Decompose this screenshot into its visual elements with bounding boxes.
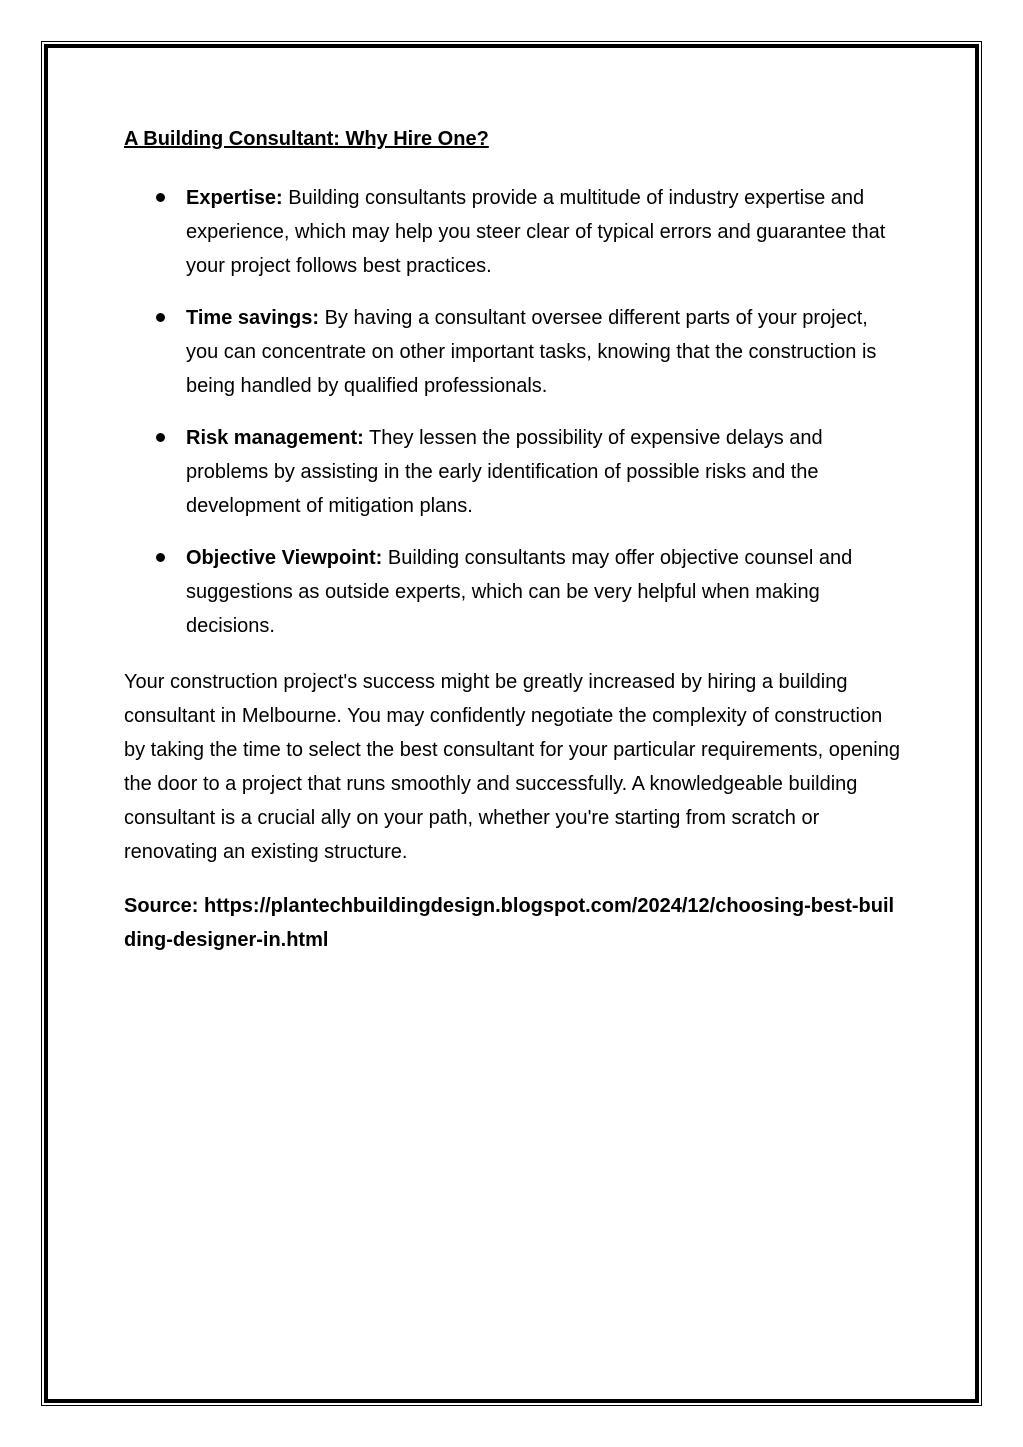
document-title: A Building Consultant: Why Hire One? [124,128,489,150]
bullet-text: By having a consultant oversee different parts of your project, you can concentrate on other important tasks, knowing that the construction is being handled by qualified professionals. [186,307,877,397]
bullet-icon [156,553,165,562]
bullet-term: Time savings: [186,307,320,329]
bullet-icon [156,313,165,322]
list-item [124,301,904,403]
bullet-text: They lessen the possibility of expensive delays and problems by assisting in the early identification of possible risks and the development of mitigation plans. [186,427,823,517]
list-item [124,541,904,643]
bullet-icon [156,193,165,202]
source-label: Source: [124,895,199,917]
bullet-icon [156,433,165,442]
document-body [124,122,904,957]
bullet-text: Building consultants provide a multitude of industry expertise and experience, which may help you steer clear of typical errors and guarantee that your project follows best practices. [186,187,886,277]
source-url[interactable]: https://plantechbuildingdesign.blogspot.com/2024/12/choosing-best-building-designer-in.html [124,895,895,951]
bullet-term: Objective Viewpoint: [186,547,383,569]
list-item [124,181,904,283]
bullet-text: Building consultants may offer objective counsel and suggestions as outside experts, which can be very helpful when making decisions. [186,547,853,637]
summary-paragraph: Your construction project's success might be greatly increased by hiring a building consultant in Melbourne. You may confidently negotiate the complexity of construction by taking the time to select the best consultant for your particular requirements, opening the door to a project that runs smoothly and successfully. A knowledgeable building consultant is a crucial ally on your path, whether you're starting from scratch or renovating an existing structure. [124,671,900,863]
list-item [124,421,904,523]
benefits-list [124,181,904,643]
bullet-term: Risk management: [186,427,364,449]
source-line [124,889,904,957]
bullet-term: Expertise: [186,187,283,209]
